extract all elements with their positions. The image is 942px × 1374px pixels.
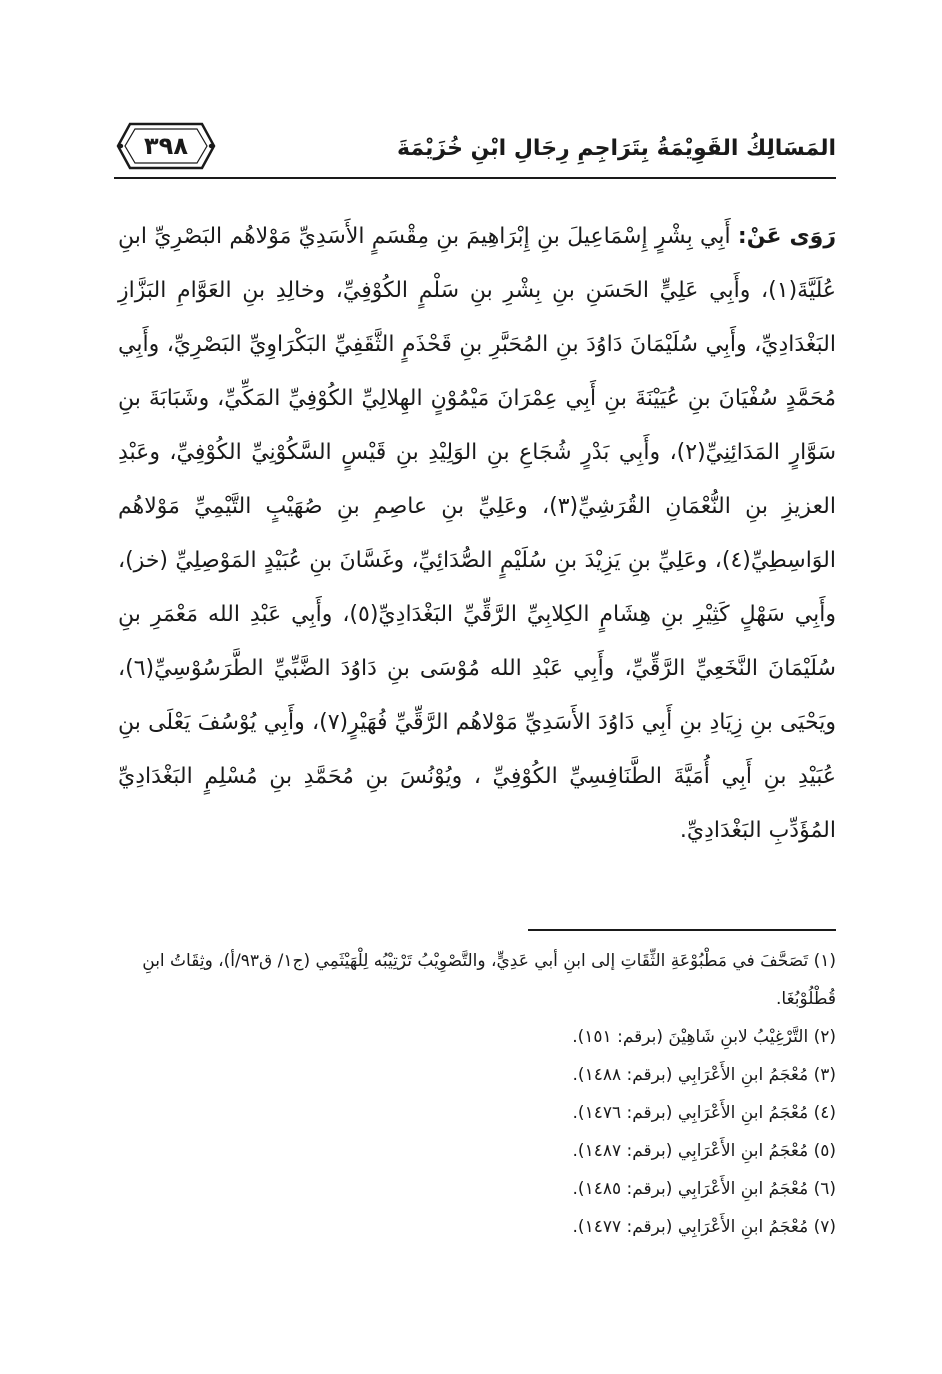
footnotes: [118, 942, 836, 1246]
footnote-7: (٧) مُعْجَمُ ابنِ الأَعْرَابِي (برقم: ١٤٧٧).: [572, 1217, 836, 1237]
footnote-1: (١) تَصَحَّفَ في مَطْبُوْعَةِ الثِّقَاتِ إلى ابنِ أبي عَدِيٍّ، والتَّصْوِيْبُ تَرْتِيْبُه لِلْهَيْثَمِي (ج١/ ق٩٣/أ)، وثِقَاتُ ابنِ قُطْلُوْبُغَا.: [142, 951, 836, 1009]
footnote-2: (٢) التَّرْغِيْبُ لابنِ شَاهِيْنَ (برقم: ١٥١).: [572, 1027, 836, 1047]
header-rule: [114, 177, 836, 179]
footnote-3: (٣) مُعْجَمُ ابنِ الأَعْرَابِي (برقم: ١٤٨٨).: [572, 1065, 836, 1085]
main-text-lead: رَوَى عَنْ:: [737, 224, 836, 249]
page-header: [114, 118, 836, 188]
page-number-ornament: [114, 118, 218, 174]
main-text: [118, 210, 836, 858]
footnote-5: (٥) مُعْجَمُ ابنِ الأَعْرَابِي (برقم: ١٤٨٧).: [572, 1141, 836, 1161]
page-number: ٣٩٨: [144, 132, 188, 160]
main-text-body: أَبِي بِشْرٍ إِسْمَاعِيلَ بنِ إِبْرَاهِيمَ بنِ مِقْسَمٍ الأَسَدِيِّ مَوْلاهُم البَصْرِيِّ ابنِ عُلَيَّةَ(١)، وأَبِي عَلِيٍّ الحَسَنِ بنِ بِشْرِ بنِ سَلْمٍ الكُوْفِيِّ، وخالِدِ بنِ العَوَّامِ البَزَّازِ البَغْدَادِيِّ، وأَبِي سُلَيْمَانَ دَاوُدَ بنِ المُحَبَّرِ بنِ قَحْذَمٍ الثَّقَفِيِّ البَكْرَاوِيِّ البَصْرِيِّ، وأَبِي مُحَمَّدٍ سُفْيَانَ بنِ عُيَيْنَةَ بنِ أَبِي عِمْرَانَ مَيْمُوْنٍ الهِلالِيِّ الكُوْفِيِّ المَكِّيِّ، وشَبَابَةَ بنِ سَوَّارٍ المَدَائِنِيِّ(٢)، وأَبِي بَدْرٍ شُجَاعِ بنِ الوَلِيْدِ بنِ قَيْسٍ السَّكُوْنِيِّ الكُوْفِيِّ، وعَبْدِ العزيزِ بنِ النُّعْمَانِ القُرَشِيِّ(٣)، وعَلِيِّ بنِ عاصِمِ بنِ صُهَيْبٍ التَّيْمِيِّ مَوْلاهُم الوَاسِطِيِّ(٤)، وعَلِيِّ بنِ يَزِيْدَ بنِ سُلَيْمٍ الصُّدَائِيِّ، وغَسَّانَ بنِ عُبَيْدٍ المَوْصِلِيِّ (خز)، وأَبِي سَهْلٍ كَثِيْرِ بنِ هِشَامٍ الكِلابِيِّ الرَّقِّيِّ البَغْدَادِيِّ(٥)، وأَبِي عَبْدِ الله مَعْمَرِ بنِ سُلَيْمَانَ النَّخَعِيِّ الرَّقِّيِّ، وأَبِي عَبْدِ الله مُوْسَى بنِ دَاوُدَ الضَّبِّيِّ الطَّرَسُوْسِيِّ(٦)، ويَحْيَى بنِ زِيَادِ بنِ أَبِي دَاوُدَ الأَسَدِيِّ مَوْلاهُم الرَّقِّيِّ فُهَيْرٍ(٧)، وأَبِي يُوْسُفَ يَعْلَى بنِ عُبَيْدِ بنِ أَبِي أُمَيَّةَ الطَّنَافِسِيِّ الكُوْفِيِّ ، ويُوْنُسَ بنِ مُحَمَّدِ بنِ مُسْلِمٍ البَغْدَادِيِّ المُؤَدِّبِ البَغْدَادِيِّ.: [118, 224, 837, 843]
footnote-4: (٤) مُعْجَمُ ابنِ الأَعْرَابِي (برقم: ١٤٧٦).: [572, 1103, 836, 1123]
footnote-separator: [528, 929, 836, 931]
running-title: المَسَالِكُ القَوِيْمَةُ بِتَرَاجِمِ رِجَالِ ابْنِ خُزَيْمَةَ: [397, 136, 836, 161]
footnote-6: (٦) مُعْجَمُ ابنِ الأَعْرَابِي (برقم: ١٤٨٥).: [572, 1179, 836, 1199]
